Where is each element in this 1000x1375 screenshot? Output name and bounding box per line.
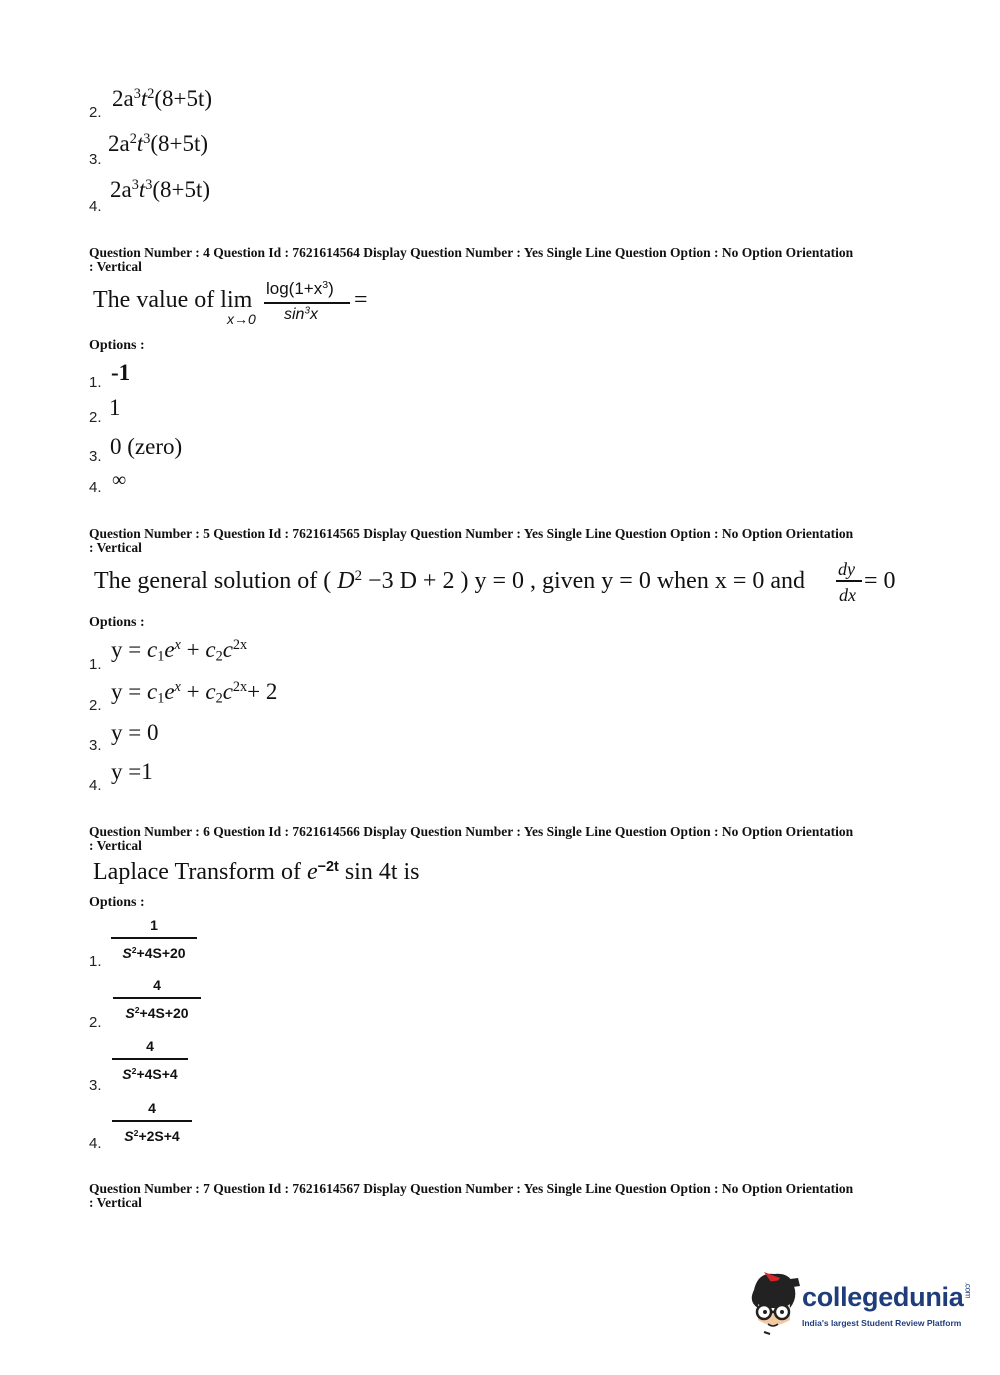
option-number: 2. <box>89 104 102 121</box>
option-text: $y = c_1e^x + c_2c^{2x}$ <box>111 637 248 665</box>
option-number: 1. <box>89 374 102 391</box>
option-number: 2. <box>89 1014 102 1031</box>
option-fraction <box>113 977 201 1021</box>
equals-sign: = <box>354 287 368 313</box>
question-text: The general solution of ( $D^2 -3$ D + 2 ) y = 0 , given y = 0 when x = 0 and <box>94 567 806 594</box>
question-text: The value of lim <box>93 287 253 313</box>
question-meta: Question Number : 7 Question Id : 7621614567 Display Question Number : Yes Single Line Question Option : No Option Orientation : Vertical <box>89 1181 854 1210</box>
derivative-bar <box>836 580 862 582</box>
fraction-bar <box>112 1058 188 1060</box>
option-text: y =1 <box>111 759 153 784</box>
question-meta: Question Number : 4 Question Id : 7621614564 Display Question Number : Yes Single Line Question Option : No Option Orientation : Vertical <box>89 245 854 274</box>
option-fraction <box>111 917 197 961</box>
option-number: 2. <box>89 409 102 426</box>
fraction-numerator: $\log(1+x^3)$ <box>266 279 334 298</box>
option-number: 2. <box>89 697 102 714</box>
fraction-denominator: $\sin^3x$ <box>284 305 318 323</box>
option-text: y = 0 <box>111 720 159 745</box>
fraction-denominator: $S^2+4S+20$ <box>125 1005 189 1021</box>
fraction-bar <box>264 302 350 304</box>
option-number: 1. <box>89 656 102 673</box>
options-label: Options : <box>89 895 145 910</box>
option-number: 4. <box>89 777 102 794</box>
option-number: 3. <box>89 737 102 754</box>
equals-zero: = 0 <box>864 568 896 594</box>
option-number: 3. <box>89 1077 102 1094</box>
fraction-numerator: 4 <box>148 1100 156 1116</box>
derivative-denominator: dx <box>839 585 856 605</box>
options-label: Options : <box>89 338 145 353</box>
option-text: $2a^3t^3(8+5t)$ <box>110 177 211 202</box>
option-text: $y = c_1e^x + c_2c^{2x}+ 2$ <box>111 679 278 707</box>
mascot-icon <box>740 1268 802 1338</box>
option-fraction <box>112 1038 188 1082</box>
option-text: ∞ <box>112 469 127 491</box>
option-text: $2a^2t^3(8+5t)$ <box>108 131 209 156</box>
options-label: Options : <box>89 615 145 630</box>
limit-subscript: x→0 <box>227 311 256 327</box>
fraction-numerator: 1 <box>150 917 158 933</box>
fraction-denominator: $S^2+2S+4$ <box>124 1128 180 1144</box>
fraction-denominator: $S^2+4S+20$ <box>122 945 186 961</box>
fraction-numerator: 4 <box>146 1038 154 1054</box>
fraction-numerator: 4 <box>153 977 161 993</box>
question-meta: Question Number : 5 Question Id : 7621614565 Display Question Number : Yes Single Line Question Option : No Option Orientation : Vertical <box>89 526 854 555</box>
option-text: 1 <box>109 395 121 420</box>
question-meta: Question Number : 6 Question Id : 7621614566 Display Question Number : Yes Single Line Question Option : No Option Orientation : Vertical <box>89 824 854 853</box>
option-text: -1 <box>111 360 131 385</box>
fraction-bar <box>113 997 201 999</box>
option-number: 4. <box>89 198 102 215</box>
option-number: 3. <box>89 151 102 168</box>
fraction-denominator: $S^2+4S+4$ <box>122 1066 178 1082</box>
collegedunia-logo <box>740 1268 980 1348</box>
logo-tagline: India's largest Student Review Platform <box>802 1318 962 1328</box>
fraction-bar <box>111 937 197 939</box>
question-text: Laplace Transform of $e^{-2t}$ sin 4t is <box>93 859 420 885</box>
option-number: 3. <box>89 448 102 465</box>
fraction-bar <box>112 1120 192 1122</box>
option-fraction <box>112 1100 192 1144</box>
option-number: 4. <box>89 1135 102 1152</box>
option-text: $2a^3t^2(8+5t)$ <box>112 86 213 111</box>
logo-wordmark: collegedunia.com <box>802 1282 973 1312</box>
option-number: 4. <box>89 479 102 496</box>
option-text: 0 (zero) <box>110 434 183 459</box>
option-number: 1. <box>89 953 102 970</box>
derivative-numerator: dy <box>838 559 855 579</box>
